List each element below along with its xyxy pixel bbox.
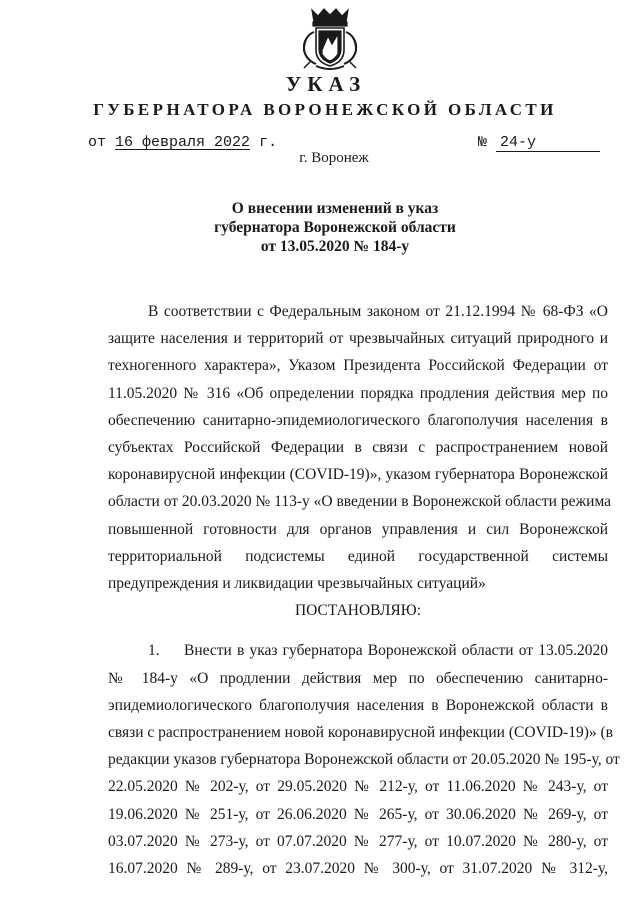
document-date [88, 134, 277, 151]
paragraph-line: 16.07.2020 № 289-у, от 23.07.2020 № 300-у, от 31.07.2020 № 312-у, [108, 860, 608, 878]
paragraph-line: № 184-у «О продлении действия мер по обеспечению санитарно- [108, 669, 608, 687]
list-item-text: Внести в указ губернатора Воронежской области от 13.05.2020 [184, 642, 608, 660]
paragraph-line: области от 20.03.2020 № 113-у «О введении в Воронежской области режима [108, 493, 612, 511]
paragraph-line: связи с распространением новой коронавирусной инфекции (COVID-19)» (в [108, 724, 613, 742]
paragraph-line: В соответствии с Федеральным законом от 21.12.1994 № 68-ФЗ «О [148, 303, 608, 320]
document-body [108, 298, 620, 882]
number-prefix: № [478, 134, 488, 151]
paragraph-line: повышенной готовности для органов управления и сил Воронежской [108, 520, 608, 538]
paragraph-line: защите населения и территорий от чрезвычайных ситуаций природного и [108, 330, 608, 348]
document-subject [0, 199, 640, 256]
paragraph-line: субъектах Российской Федерации в связи с распространением новой [108, 439, 608, 457]
paragraph-line: редакции указов губернатора Воронежской области от 20.05.2020 № 195-у, от [108, 751, 620, 769]
paragraph-line: 22.05.2020 № 202-у, от 29.05.2020 № 212-у, от 11.06.2020 № 243-у, от [108, 778, 608, 796]
paragraph-line: обеспечению санитарно-эпидемиологического благополучия населения в [108, 411, 608, 429]
resolve-heading: ПОСТАНОВЛЯЮ: [294, 602, 422, 620]
subject-line: О внесении изменений в указ [231, 200, 439, 217]
paragraph-line: техногенного характера», Указом Президента Российской Федерации от [108, 357, 608, 375]
paragraph-line: эпидемиологического благополучия населения в Воронежской области в [108, 696, 608, 714]
subject-line: губернатора Воронежской области [214, 219, 456, 236]
document-city: г. Воронеж [299, 150, 369, 166]
document-subtitle: ГУБЕРНАТОРА ВОРОНЕЖСКОЙ ОБЛАСТИ [93, 100, 557, 119]
paragraph-line: коронавирусной инфекции (COVID-19)», указом губернатора Воронежской [108, 466, 608, 484]
number-value: 24-у [496, 135, 600, 152]
paragraph-line: 11.05.2020 № 316 «Об определении порядка продления действия мер по [108, 384, 608, 402]
date-suffix: г. [259, 134, 278, 151]
coat-of-arms-icon [298, 6, 362, 72]
paragraph-line: предупреждения и ликвидации чрезвычайных ситуаций» [108, 575, 486, 593]
date-prefix: от [88, 134, 107, 151]
list-item-first-line [108, 637, 608, 664]
document-title: УКАЗ [285, 72, 367, 96]
paragraph-line: 19.06.2020 № 251-у, от 26.06.2020 № 265-у, от 30.06.2020 № 269-у, от [108, 805, 608, 823]
list-item-number: 1. [148, 642, 160, 660]
paragraph-line: 03.07.2020 № 273-у, от 07.07.2020 № 277-у, от 10.07.2020 № 280-у, от [108, 832, 608, 850]
date-value: 16 февраля 2022 [115, 134, 251, 151]
subject-line: от 13.05.2020 № 184-у [260, 238, 410, 255]
paragraph-line: территориальной подсистемы единой государственной системы [108, 547, 608, 565]
